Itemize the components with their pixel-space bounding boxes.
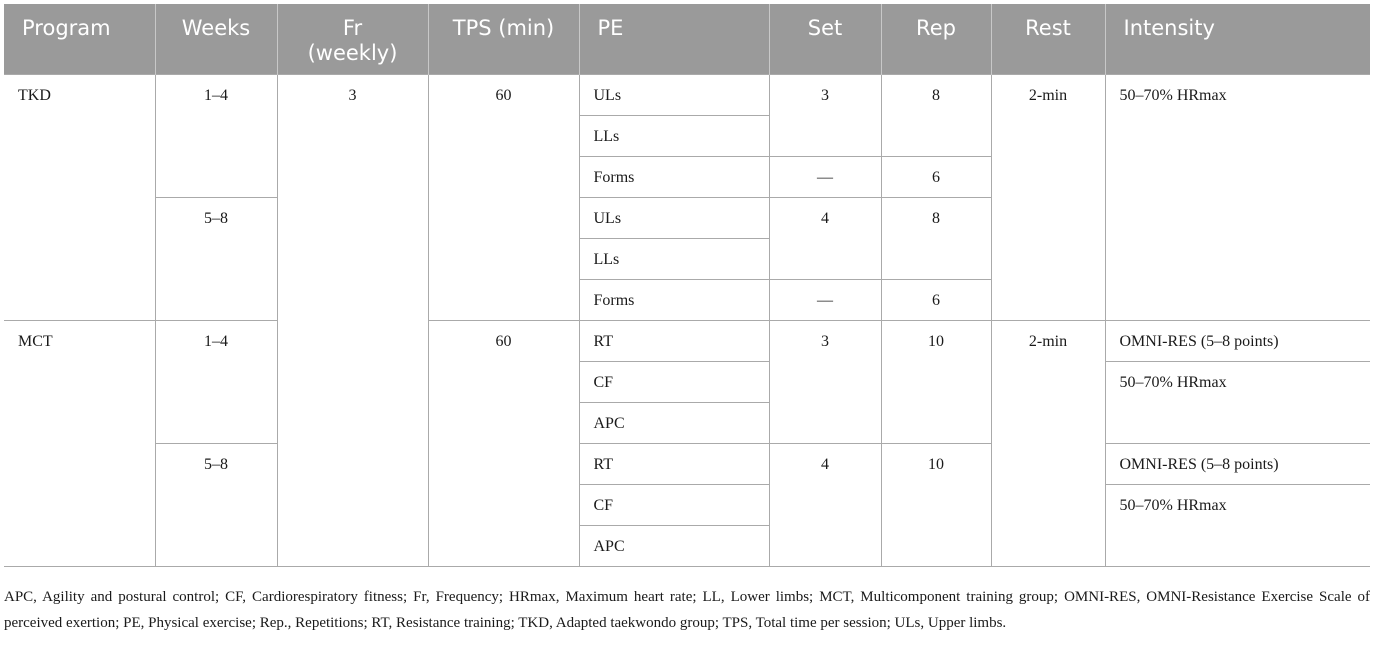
mct-tps: 60 <box>428 320 579 566</box>
pe-cell: CF <box>579 484 769 525</box>
intensity-cell: 50–70% HRmax <box>1105 361 1370 443</box>
intensity-cell: OMNI-RES (5–8 points) <box>1105 443 1370 484</box>
table-row <box>4 320 1370 361</box>
mct-weeks-1: 1–4 <box>155 320 277 443</box>
set-cell: 4 <box>769 443 881 566</box>
tkd-weeks-1: 1–4 <box>155 74 277 197</box>
intensity-cell: 50–70% HRmax <box>1105 484 1370 566</box>
frequency-cell: 3 <box>277 74 428 566</box>
rep-cell: 10 <box>881 320 991 443</box>
pe-cell: Forms <box>579 279 769 320</box>
pe-cell: LLs <box>579 115 769 156</box>
table-row <box>4 74 1370 115</box>
tkd-weeks-2: 5–8 <box>155 197 277 320</box>
set-cell: — <box>769 156 881 197</box>
tkd-tps: 60 <box>428 74 579 320</box>
rep-cell: 6 <box>881 156 991 197</box>
set-cell: 4 <box>769 197 881 279</box>
set-cell: 3 <box>769 320 881 443</box>
header-row <box>4 4 1370 74</box>
pe-cell: Forms <box>579 156 769 197</box>
tkd-intensity: 50–70% HRmax <box>1105 74 1370 320</box>
header-weeks: Weeks <box>155 4 277 74</box>
rep-cell: 6 <box>881 279 991 320</box>
training-program-table <box>4 4 1370 567</box>
table-footnote: APC, Agility and postural control; CF, Cardiorespiratory fitness; Fr, Frequency; HRmax, Maximum heart rate; LL, Lower limbs; MCT, Multicomponent training group; OMNI-RES, OMNI-Resistance Exercise Scale of perceived exertion; PE, Physical exercise; Rep., Repetitions; RT, Resistance training; TKD, Adapted taekwondo group; TPS, Total time per session; ULs, Upper limbs. <box>4 589 1370 631</box>
header-program: Program <box>4 4 155 74</box>
intensity-cell: OMNI-RES (5–8 points) <box>1105 320 1370 361</box>
pe-cell: LLs <box>579 238 769 279</box>
header-pe: PE <box>579 4 769 74</box>
rep-cell: 10 <box>881 443 991 566</box>
header-tps: TPS (min) <box>428 4 579 74</box>
pe-cell: RT <box>579 320 769 361</box>
pe-cell: RT <box>579 443 769 484</box>
pe-cell: APC <box>579 525 769 566</box>
pe-cell: APC <box>579 402 769 443</box>
program-tkd: TKD <box>4 74 155 320</box>
mct-rest: 2-min <box>991 320 1105 566</box>
pe-cell: CF <box>579 361 769 402</box>
header-frequency: Fr (weekly) <box>277 4 428 74</box>
pe-cell: ULs <box>579 74 769 115</box>
mct-weeks-2: 5–8 <box>155 443 277 566</box>
header-set: Set <box>769 4 881 74</box>
rep-cell: 8 <box>881 74 991 156</box>
pe-cell: ULs <box>579 197 769 238</box>
set-cell: — <box>769 279 881 320</box>
header-intensity: Intensity <box>1105 4 1370 74</box>
header-rep: Rep <box>881 4 991 74</box>
set-cell: 3 <box>769 74 881 156</box>
tkd-rest: 2-min <box>991 74 1105 320</box>
table-row <box>4 443 1370 484</box>
header-rest: Rest <box>991 4 1105 74</box>
program-mct: MCT <box>4 320 155 566</box>
rep-cell: 8 <box>881 197 991 279</box>
